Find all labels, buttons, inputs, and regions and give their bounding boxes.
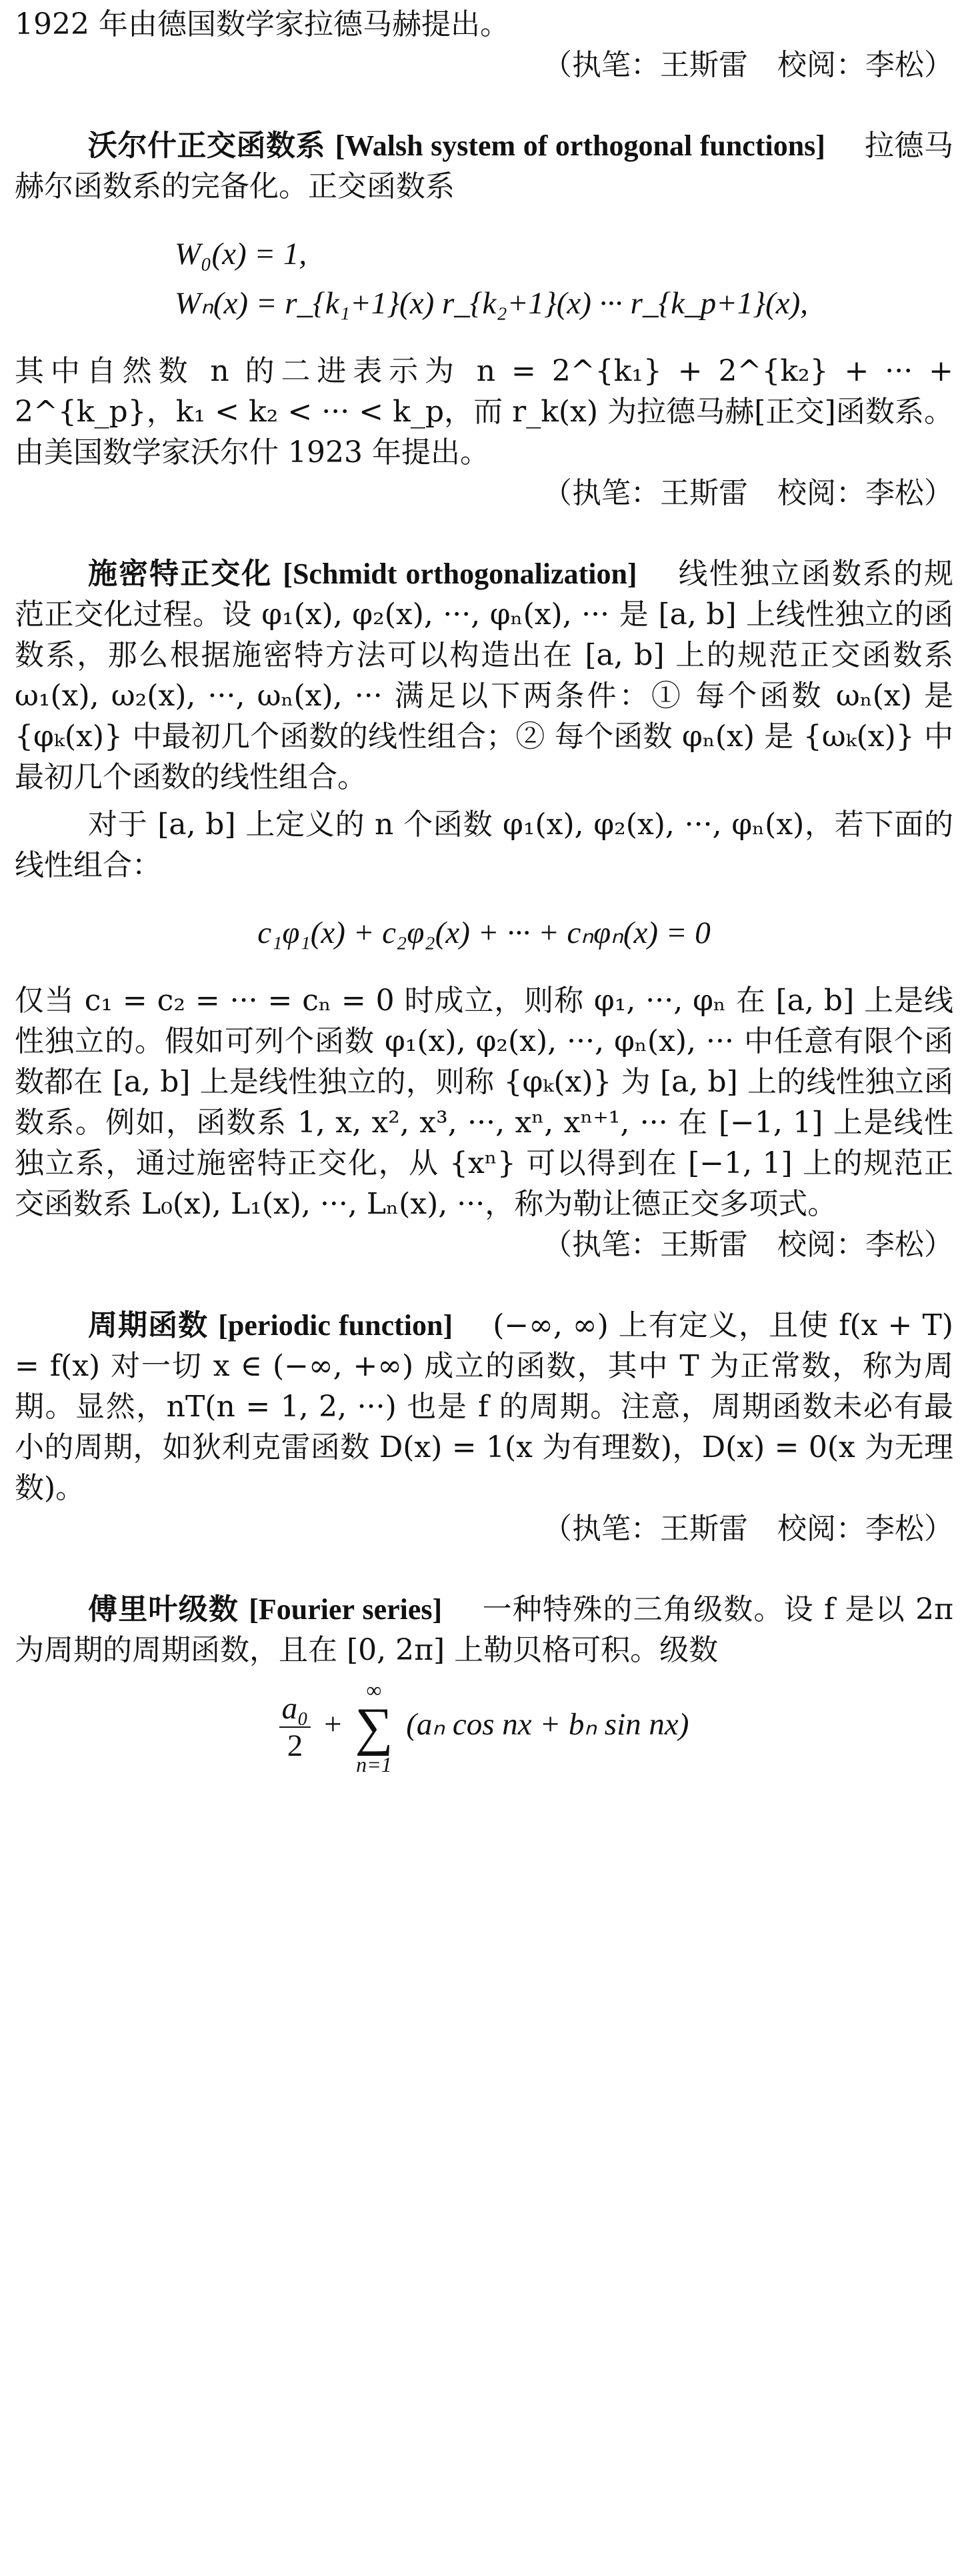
entry-definition: 拉德马赫尔函数系的完备化。正交函数系 [15,129,953,203]
sum-upper-limit: ∞ [366,1678,382,1702]
periodic-body: (−∞, ∞) 上有定义，且使 f(x + T) = f(x) 对一切 x ∈ (−∞, +∞) 成立的函数，其中 T 为正常数，称为周期。显然，nT(n = 1, 2, ···) 也是 f 的周期。注意，周期函数未必有最小的周期，如狄利克雷函数 D(x) = 1(x 为有理数)，D(x) = 0(x 为无理数)。 [15,1308,953,1505]
fraction-numerator: a₀ [279,1690,311,1728]
entry-english-title: [Fourier series] [249,1593,443,1626]
document-page [15,0,953,1776]
entry-schmidt [15,553,953,798]
entry-walsh [15,125,953,207]
entry-title: 傅里叶级数 [88,1592,239,1626]
signature: （执笔：王斯雷 校阅：李松） [543,1512,953,1546]
entry-english-title: [Walsh system of orthogonal functions] [335,129,825,162]
formula-w0: W₀(x) = 1, [175,237,307,271]
summation [355,1678,393,1776]
signature: （执笔：王斯雷 校阅：李松） [543,476,953,510]
entry-title: 施密特正交化 [88,557,273,591]
entry-title: 周期函数 [88,1308,209,1342]
sum-symbol: ∑ [355,1698,393,1756]
entry-english-title: [Schmidt orthogonalization] [283,557,637,590]
formula-wn: Wₙ(x) = r_{k₁+1}(x) r_{k₂+1}(x) ··· r_{k_p+1}(x), [175,286,809,321]
fraction [279,1690,311,1764]
entry-english-title: [periodic function] [218,1309,453,1342]
sum-lower-limit: n=1 [356,1752,392,1776]
fourier-body: 一种特殊的三角级数。设 f 是以 2π 为周期的周期函数，且在 [0, 2π] 上勒贝格可积。级数 [15,1592,954,1667]
signature: （执笔：王斯雷 校阅：李松） [543,48,953,82]
entry-fourier [15,1589,953,1670]
schmidt-para3: 仅当 c₁ = c₂ = ··· = cₙ = 0 时成立，则称 φ₁, ···, φₙ 在 [a, b] 上是线性独立的。假如可列个函数 φ₁(x), φ₂(x), ···, φₙ(x), ··· 中任意有限个函数都在 [a, b] 上是线性独立的，则称 {φₖ(x)} 为 [a, b] 上的线性独立函数系。例如，函数系 1, x, x², x³, ···, xⁿ, xⁿ⁺¹, ··· 在 [−1, 1] 上是线性独立系，通过施密特正交化，从 {xⁿ} 可以得到在 [−1, 1] 上的规范正交函数系 L₀(x), L₁(x), ···, Lₙ(x), ···，称为勒让德正交多项式。 [15,984,953,1221]
schmidt-para2: 对于 [a, b] 上定义的 n 个函数 φ₁(x), φ₂(x), ···, φₙ(x)，若下面的线性组合： [15,808,953,882]
formula-fourier-series [15,1678,953,1776]
sum-term: (aₙ cos nx + bₙ sin nx) [406,1706,689,1742]
fraction-denominator: 2 [287,1728,303,1763]
entry-periodic [15,1305,953,1508]
schmidt-para1: 线性独立函数系的规范正交化过程。设 φ₁(x), φ₂(x), ···, φₙ(x), ··· 是 [a, b] 上线性独立的函数系，那么根据施密特方法可以构造出在 [a, b] 上的规范正交函数系 ω₁(x), ω₂(x), ···, ωₙ(x), ··· 满足以下两条件：① 每个函数 ωₙ(x) 是 {φₖ(x)} 中最初几个函数的线性组合；② 每个函数 φₙ(x) 是 {ωₖ(x)} 中最初几个函数的线性组合。 [15,557,953,794]
signature: （执笔：王斯雷 校阅：李松） [543,1228,953,1262]
plus-sign: + [324,1706,342,1742]
intro-line: 1922 年由德国数学家拉德马赫提出。 [15,7,509,41]
walsh-body: 其中自然数 n 的二进表示为 n = 2^{k₁} + 2^{k₂} + ··· + 2^{k_p}，k₁ < k₂ < ··· < k_p，而 r_k(x) 为拉德马赫[正交]函数系。由美国数学家沃尔什 1923 年提出。 [15,354,953,469]
entry-title: 沃尔什正交函数系 [88,129,326,163]
formula-linear-combination: c₁φ₁(x) + c₂φ₂(x) + ··· + cₙφₙ(x) = 0 [257,916,711,950]
